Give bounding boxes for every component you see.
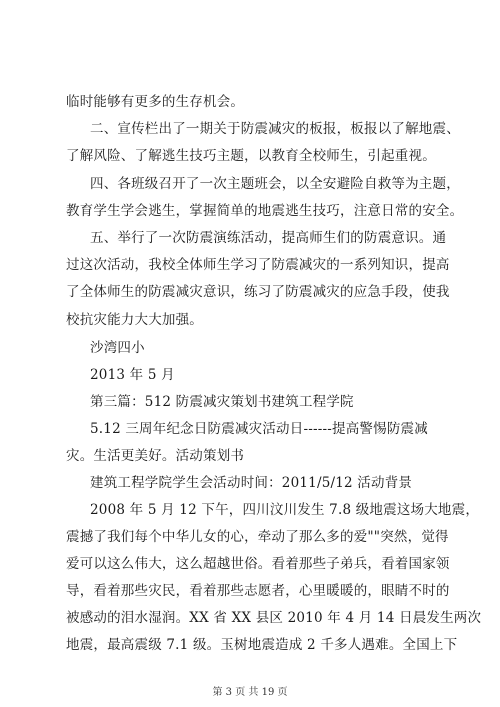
text-line: 二、宣传栏出了一期关于防震减灾的板报，板报以了解地震、 xyxy=(90,121,460,137)
text-line: 校抗灾能力大大加强。 xyxy=(66,312,203,328)
text-line: 导，看着那些灾民，看着那些志愿者，心里暖暖的，眼睛不时的 xyxy=(66,583,450,599)
text-line: 爱可以这么伟大，这么超越世俗。看着那些子弟兵，看着国家领 xyxy=(66,556,450,572)
text-line: 四、各班级召开了一次主题班会，以全安避险自救等为主题， xyxy=(90,176,460,192)
text-line: 震撼了我们每个中华儿女的心，牵动了那么多的爱""突然，觉得 xyxy=(66,529,449,545)
text-line: 了解风险、了解逃生技巧主题，以教育全校师生，引起重视。 xyxy=(66,148,436,164)
text-line: 被感动的泪水湿润。XX 省 XX 县区 2010 年 4 月 14 日晨发生两次 xyxy=(66,610,482,626)
text-line: 了全体师生的防震减灾意识，练习了防震减灾的应急手段，使我 xyxy=(66,284,450,300)
date-line: 2013 年 5 月 xyxy=(90,367,175,383)
text-line: 地震，最高震级 7.1 级。玉树地震造成 2 千多人遇难。全国上下 xyxy=(66,637,458,653)
text-line: 5.12 三周年纪念日防震减灾活动日------提高警惕防震减 xyxy=(90,421,428,437)
text-line: 2008 年 5 月 12 下午，四川汶川发生 7.8 级地震这场大地震， xyxy=(90,502,480,518)
text-line: 临时能够有更多的生存机会。 xyxy=(66,94,245,110)
text-line: 建筑工程学院学生会活动时间：2011/5/12 活动背景 xyxy=(90,475,413,491)
signature-line: 沙湾四小 xyxy=(90,340,145,356)
text-line: 灾。生活更美好。活动策划书 xyxy=(66,448,245,464)
text-line: 五、举行了一次防震演练活动，提高师生们的防震意识。通 xyxy=(90,230,447,246)
page-number-footer: 第 3 页 共 19 页 xyxy=(212,687,288,698)
text-line: 过这次活动，我校全体师生学习了防震减灾的一系列知识，提高 xyxy=(66,257,450,273)
text-line: 教育学生学会逃生，掌握简单的地震逃生技巧，注意日常的安全。 xyxy=(66,203,464,219)
section-heading: 第三篇：512 防震减灾策划书建筑工程学院 xyxy=(90,394,354,410)
